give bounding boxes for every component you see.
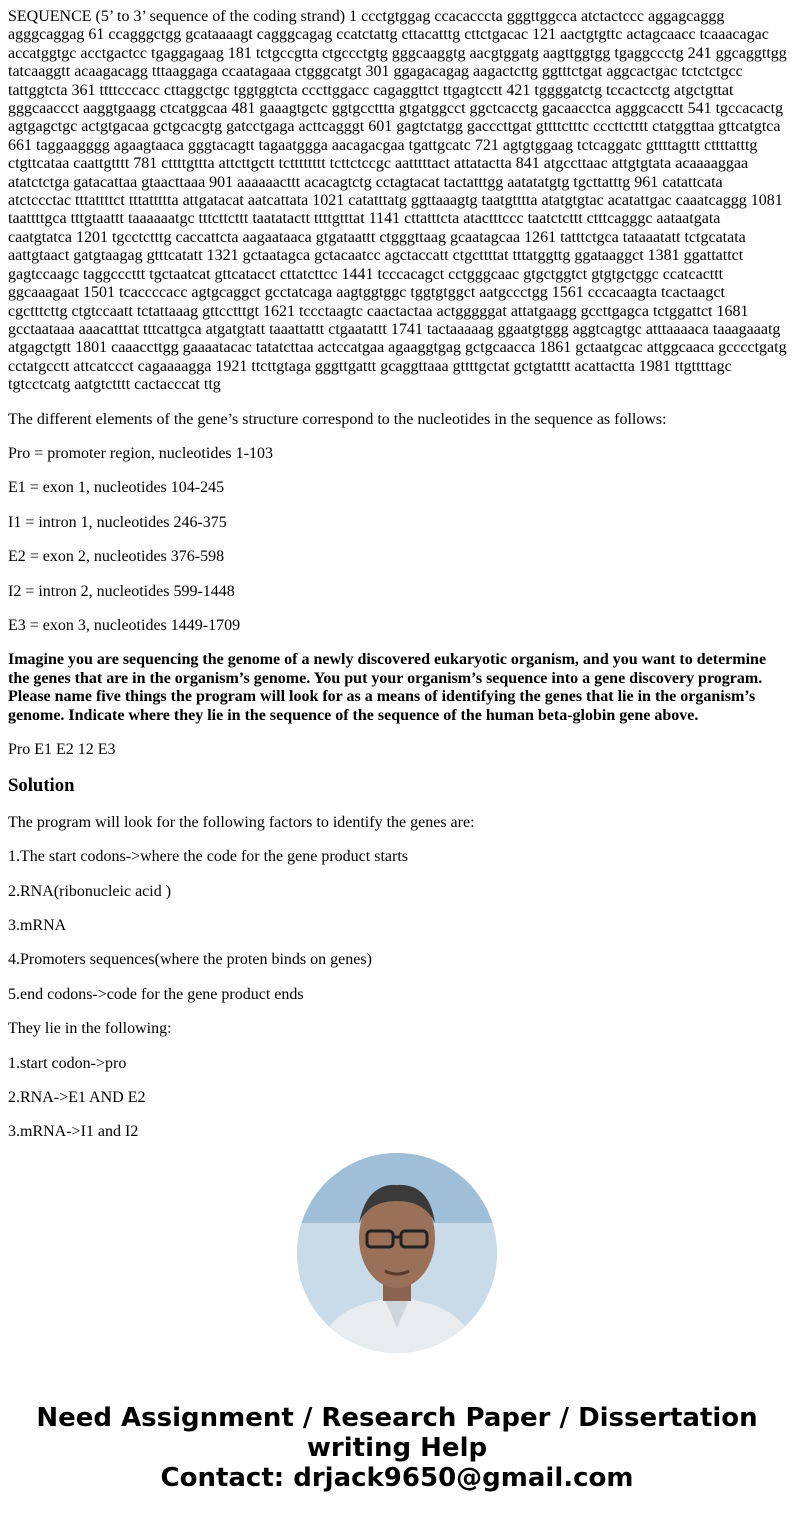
locations-intro: They lie in the following: <box>8 1020 172 1038</box>
diagram-labels: Pro E1 E2 12 E3 <box>8 741 116 758</box>
element-pro: Pro = promoter region, nucleotides 1-103 <box>8 444 273 462</box>
factor-item: 3.mRNA <box>8 917 67 935</box>
solution-heading: Solution <box>8 775 75 797</box>
promo-line-help: Need Assignment / Research Paper / Dissertation writing Help <box>36 1403 758 1463</box>
factor-item: 5.end codons->code for the gene product ends <box>8 985 304 1003</box>
answer-content <box>8 0 788 1142</box>
solution-intro: The program will look for the following factors to identify the genes are: <box>8 813 475 831</box>
location-item: 1.start codon->pro <box>8 1054 127 1072</box>
tutor-avatar <box>297 1153 497 1353</box>
sequence-paragraph: SEQUENCE (5’ to 3’ sequence of the coding strand) 1 ccctgtggag ccacacccta gggttggcca atctactccc aggagcaggg agggcaggag 61 ccagggctgg gcataaaagt cagggcagag ccatctattg cttacatttg cttctgacac 121 aactgtgttc actagcaacc tcaaacagac accatggtgc acctgactcc tgaggagaag 181 tctgccgtta ctgccctgtg gggcaaggtg aacgtggatg aagttggtgg tgaggccctg 241 ggcaggttgg tatcaaggtt acaagacagg tttaaggaga ccaatagaaa ctgggcatgt 301 ggagacagag aagactcttg ggtttctgat aggcactgac tctctctgcc tattggtcta 361 ttttcccacc cttaggctgc tggtggtcta cccttggacc cagaggttct ttgagtcctt 421 tggggatctg tccactcctg atgctgttat gggcaaccct aaggtgaagg ctcatggcaa 481 gaaagtgctc ggtgccttta gtgatggcct ggctcacctg gacaacctca agggcacctt 541 tgccacactg agtgagctgc actgtgacaa gctgcacgtg gatcctgaga acttcagggt 601 gagtctatgg gacccttgat gttttctttc cccttctttt ctatggttaa gttcatgtca 661 taggaagggg agaagtaaca gggtacagtt tagaatggga aacagacgaa tgattgcatc 721 agtgtggaag tctcaggatc gttttagttt cttttatttg ctgttcataa caattgtttt 781 cttttgttta attcttgctt tctttttttt tcttctccgc aatttttact attatactta 841 atgccttaac attgtgtata acaaaaggaa atatctctga gatacattaa gtaacttaaa 901 aaaaaacttt acacagtctg cctagtacat tactatttgg aatatatgtg tgcttatttg 961 catattcata atctccctac tttattttct tttattttta attgatacat aatcattata 1021 catatttatg ggttaaagtg taatgtttta atatgtgtac acatattgac caaatcaggg 1081 taattttgca tttgtaattt taaaaaatgc tttcttcttt taatatactt ttttgtttat 1141 cttatttcta atactttccc taatctcttt ctttcagggc aataatgata caatgtatca 1201 tgcctctttg caccattcta aagaataaca gtgataattt ctgggttaag gcaatagcaa 1261 tatttctgca tataaatatt tctgcatata aattgtaact gatgtaagag gtttcatatt 1321 gctaatagca gctacaatcc agctaccatt ctgcttttat tttatggttg ggataaggct 1381 ggattattct gagtccaagc taggcccttt tgctaatcat gttcatacct cttatcttcc 1441 tcccacagct cctgggcaac gtgctggtct gtgtgctggc ccatcacttt ggcaaagaat 1501 tcaccccacc agtgcaggct gcctatcaga aagtggtggc tggtgtggct aatgccctgg 1561 cccacaagta tcactaagct cgctttcttg ctgtccaatt tctattaaag gttcctttgt 1621 tccctaagtc caactactaa actgggggat attatgaagg gccttgagca tctggattct 1681 gcctaataaa aaacatttat tttcattgca atgatgtatt taaattattt ctgaatattt 1741 tactaaaaag ggaatgtggg aggtcagtgc atttaaaaca taaagaaatg atgagctgtt 1801 caaaccttgg gaaaatacac tatatcttaa actccatgaa agaaggtgag gctgcaacca 1861 gctaatgcac attggcaaca gcccctgatg cctatgcctt attcatccct cagaaaagga 1921 ttcttgtaga gggttgattt gcaggttaaa gttttgctat gctgtatttt acattactta 1981 ttgttttagc tgtcctcatg aatgtctttt cactacccat ttg <box>8 8 787 394</box>
element-e1: E1 = exon 1, nucleotides 104-245 <box>8 479 225 497</box>
question <box>8 651 788 725</box>
promo-banner <box>0 1403 794 1493</box>
location-item: 2.RNA->E1 AND E2 <box>8 1089 146 1107</box>
person-photo-icon <box>297 1153 497 1353</box>
location-item: 3.mRNA->I1 and I2 <box>8 1123 139 1141</box>
question-text: Imagine you are sequencing the genome of a newly discovered eukaryotic organism, and you want to determine the genes that are in the organism’s genome. You put your organism’s sequence into a gene discovery program. Please name five things the program will look for as a means of identifying the genes that lie in the organism’s genome. Indicate where they lie in the sequence of the sequence of the human beta-globin gene above. <box>8 651 767 724</box>
element-i2: I2 = intron 2, nucleotides 599-1448 <box>8 582 235 600</box>
factor-item: 2.RNA(ribonucleic acid ) <box>8 882 172 900</box>
element-e3: E3 = exon 3, nucleotides 1449-1709 <box>8 616 241 634</box>
element-e2: E2 = exon 2, nucleotides 376-598 <box>8 548 225 566</box>
factor-item: 1.The start codons->where the code for the gene product starts <box>8 848 408 866</box>
elements-intro: The different elements of the gene’s structure correspond to the nucleotides in the sequence as follows: <box>8 410 667 428</box>
promo-line-contact: Contact: drjack9650@gmail.com <box>160 1463 634 1493</box>
element-i1: I1 = intron 1, nucleotides 246-375 <box>8 513 227 531</box>
factor-item: 4.Promoters sequences(where the proten binds on genes) <box>8 951 372 969</box>
